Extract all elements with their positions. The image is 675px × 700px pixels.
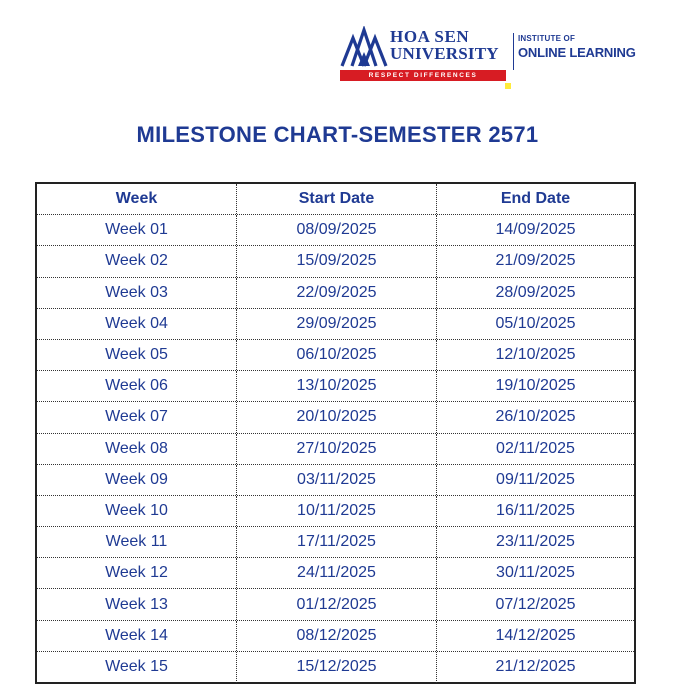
header-end-date: End Date [500,190,571,208]
table-row [37,558,634,589]
cell-week: Week 09 [37,465,237,495]
cell-end-date: 21/09/2025 [495,252,576,270]
cell-start-date: 10/11/2025 [237,496,437,526]
cell-week: Week 03 [37,278,237,308]
institute-name-line2: ONLINE LEARNING [518,45,636,60]
university-name [390,28,499,62]
cell-end-date: 16/11/2025 [496,501,575,519]
cell-start-date: 01/12/2025 [237,589,437,619]
cell-week: Week 05 [37,340,237,370]
cell-end-date: 14/09/2025 [495,221,576,239]
table-row [37,246,634,277]
page-title: MILESTONE CHART-SEMESTER 2571 [136,122,539,147]
yellow-marker [505,83,511,89]
table-row [37,434,634,465]
cell-end-date: 14/12/2025 [495,626,576,644]
logo-divider [513,33,514,70]
cell-end-date: 23/11/2025 [496,533,575,551]
cell-start-date: 08/09/2025 [237,215,437,245]
cell-week: Week 07 [37,402,237,432]
cell-week: Week 04 [37,309,237,339]
cell-end-date: 02/11/2025 [496,439,575,457]
table-row [37,278,634,309]
header-start-date: Start Date [237,184,437,214]
university-name-line1: HOA SEN [390,27,470,46]
table-row [37,402,634,433]
cell-end-date: 21/12/2025 [495,658,576,676]
cell-start-date: 08/12/2025 [237,621,437,651]
table-row [37,496,634,527]
cell-week: Week 08 [37,434,237,464]
lotus-logo-icon [340,26,388,68]
cell-start-date: 29/09/2025 [237,309,437,339]
cell-start-date: 13/10/2025 [237,371,437,401]
cell-end-date: 19/10/2025 [495,377,576,395]
cell-end-date: 07/12/2025 [495,595,576,613]
milestone-table [35,182,636,684]
table-row [37,589,634,620]
table-row [37,621,634,652]
slogan-banner: RESPECT DIFFERENCES [340,70,506,81]
cell-week: Week 01 [37,215,237,245]
cell-end-date: 09/11/2025 [496,470,575,488]
cell-start-date: 17/11/2025 [237,527,437,557]
cell-week: Week 15 [37,652,237,683]
table-row [37,309,634,340]
table-row [37,465,634,496]
header-week: Week [37,184,237,214]
cell-week: Week 11 [37,527,237,557]
cell-start-date: 27/10/2025 [237,434,437,464]
cell-start-date: 03/11/2025 [237,465,437,495]
table-row [37,340,634,371]
cell-start-date: 06/10/2025 [237,340,437,370]
cell-end-date: 05/10/2025 [495,314,576,332]
table-row [37,652,634,683]
cell-week: Week 06 [37,371,237,401]
cell-week: Week 13 [37,589,237,619]
university-name-line2: UNIVERSITY [390,44,499,63]
cell-end-date: 28/09/2025 [495,283,576,301]
cell-start-date: 20/10/2025 [237,402,437,432]
cell-week: Week 12 [37,558,237,588]
cell-week: Week 14 [37,621,237,651]
cell-end-date: 12/10/2025 [495,346,576,364]
cell-start-date: 22/09/2025 [237,278,437,308]
institute-name [518,33,636,59]
hoa-sen-logo [340,22,650,92]
cell-end-date: 30/11/2025 [496,564,575,582]
institute-name-line1: INSTITUTE OF [518,34,576,43]
table-row [37,527,634,558]
table-row [37,371,634,402]
cell-start-date: 15/12/2025 [237,652,437,683]
table-row [37,215,634,246]
cell-start-date: 15/09/2025 [237,246,437,276]
cell-week: Week 02 [37,246,237,276]
cell-week: Week 10 [37,496,237,526]
cell-start-date: 24/11/2025 [237,558,437,588]
cell-end-date: 26/10/2025 [495,408,576,426]
table-header-row [37,184,634,215]
